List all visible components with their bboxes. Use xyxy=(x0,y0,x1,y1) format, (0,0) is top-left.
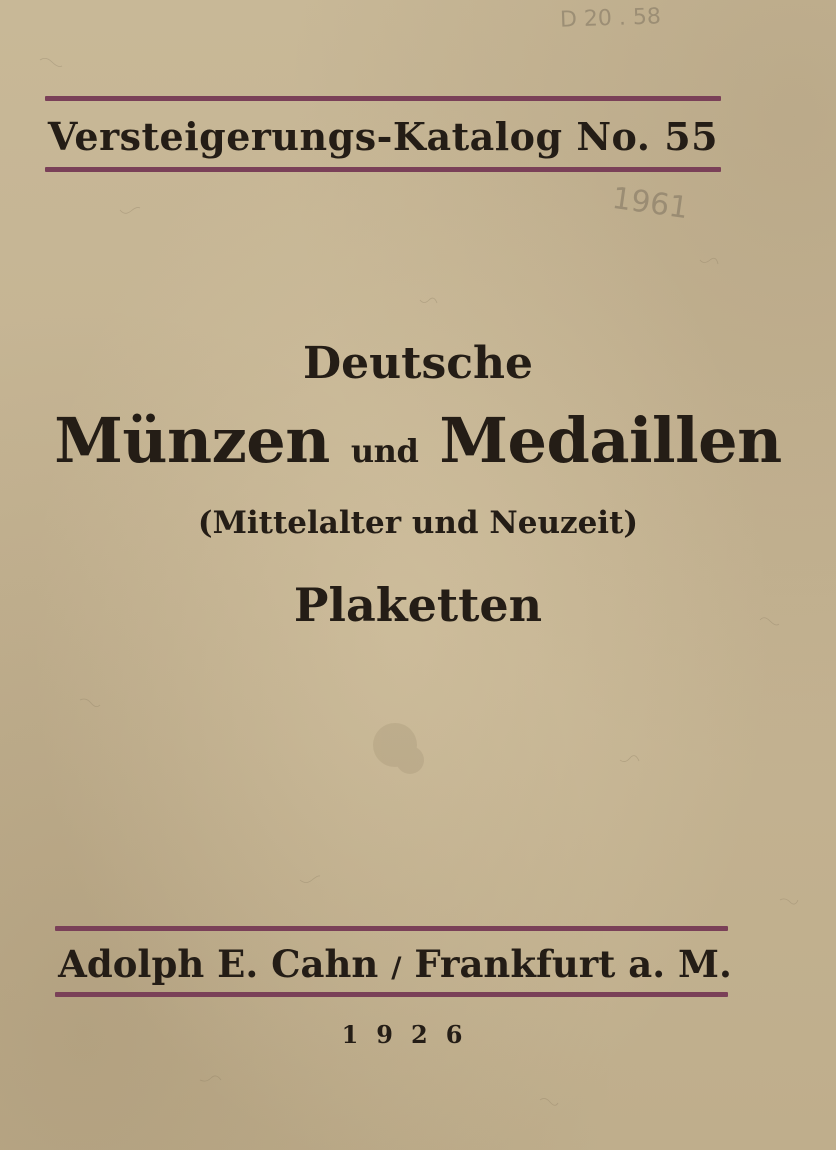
publisher-name: Adolph E. Cahn xyxy=(58,942,379,986)
title-deutsche: Deutsche xyxy=(302,338,533,389)
pencil-annotation-top: D 20 . 58 xyxy=(559,4,662,33)
publication-year: 1926 xyxy=(341,1020,481,1049)
title-und: und xyxy=(350,432,419,470)
publisher-rule-bottom xyxy=(55,992,728,997)
header-rule-bottom xyxy=(45,167,721,172)
title-period: (Mittelalter und Neuzeit) xyxy=(197,505,639,541)
pencil-annotation-right: 1961 xyxy=(609,180,691,227)
header-rule-top xyxy=(45,96,721,101)
publisher-line xyxy=(0,942,813,986)
title-main-line xyxy=(0,404,836,477)
publisher-city: Frankfurt a. M. xyxy=(414,942,732,986)
title-plaketten: Plaketten xyxy=(293,578,543,632)
title-medaillen: Medaillen xyxy=(439,404,782,477)
publisher-separator: / xyxy=(391,951,402,984)
title-muenzen: Münzen xyxy=(54,404,330,477)
publisher-rule-top xyxy=(55,926,728,931)
catalog-title: Versteigerungs-Katalog No. 55 xyxy=(47,114,719,159)
